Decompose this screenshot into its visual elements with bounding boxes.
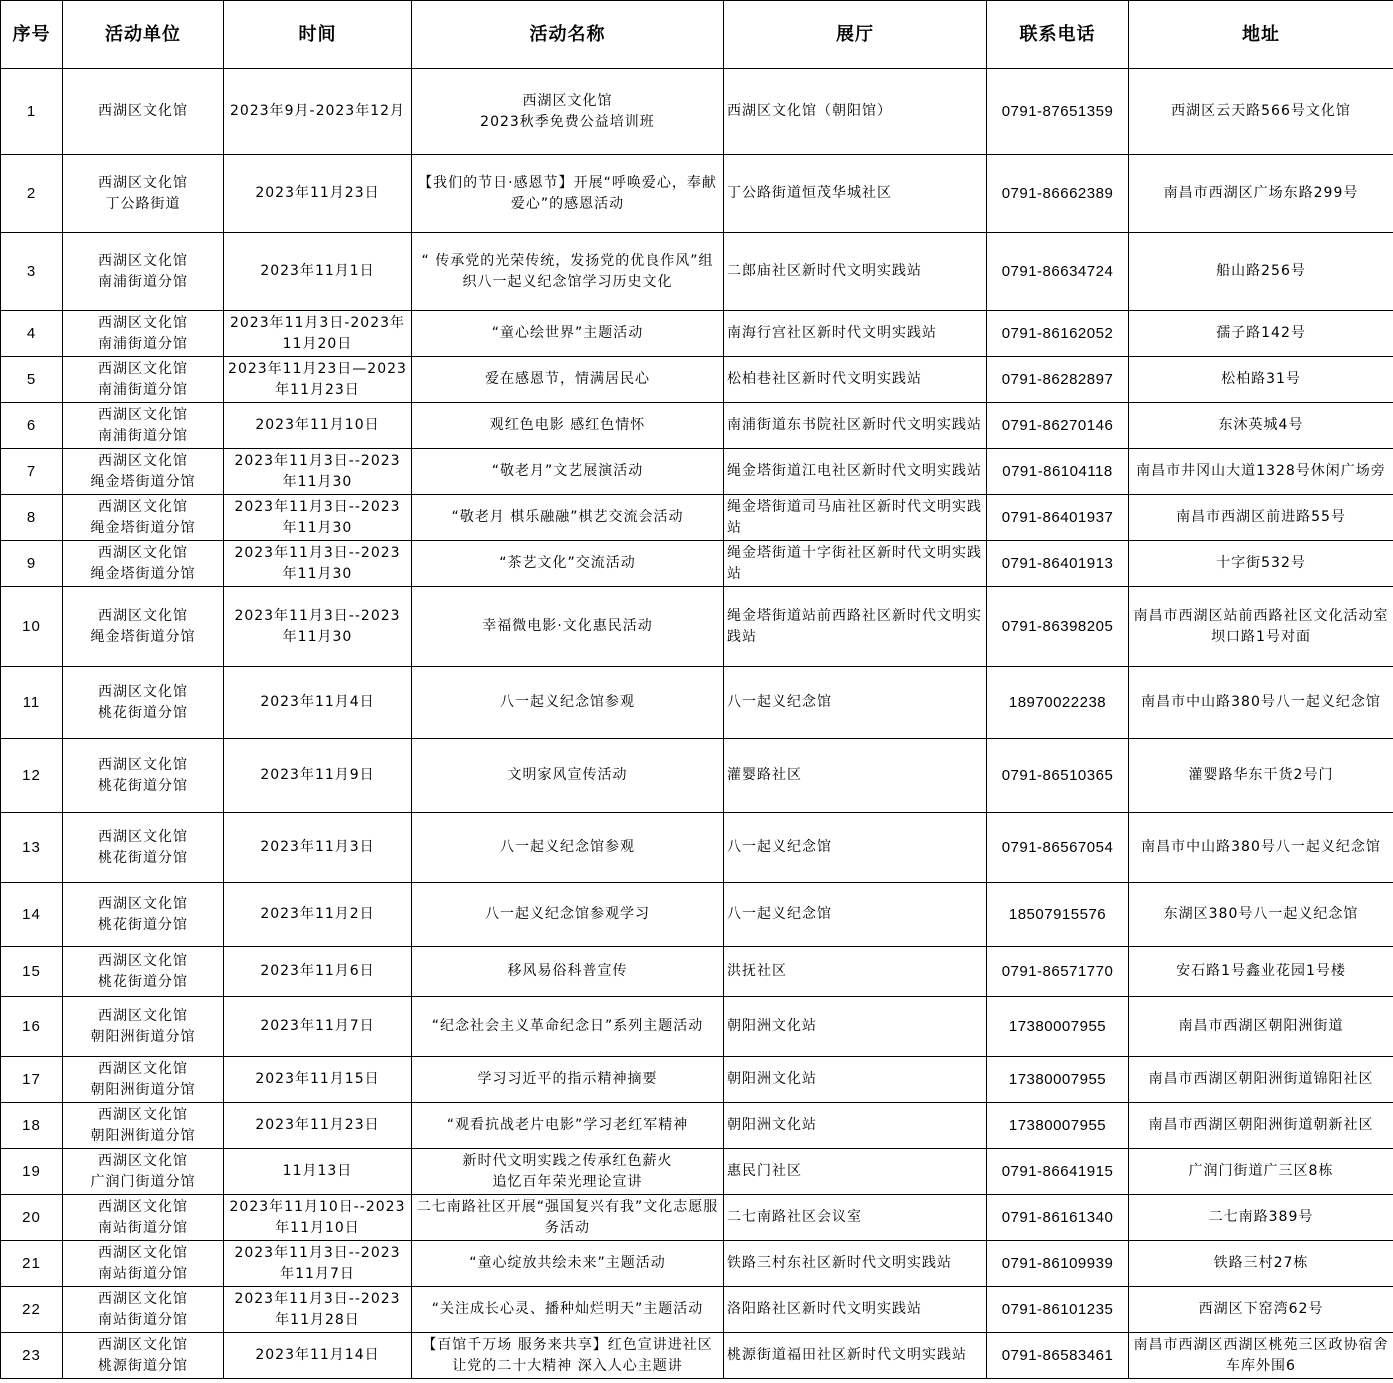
activity-name-cell: 八一起义纪念馆参观 [412, 667, 724, 739]
phone-cell: 0791-86162052 [987, 311, 1129, 357]
address-cell: 南昌市中山路380号八一起义纪念馆 [1129, 813, 1393, 883]
activity-name-cell: 西湖区文化馆 2023秋季免费公益培训班 [412, 69, 724, 155]
unit-cell: 西湖区文化馆 广润门街道分馆 [63, 1149, 224, 1195]
seq-cell: 7 [1, 449, 63, 495]
unit-cell: 西湖区文化馆 桃源街道分馆 [63, 1333, 224, 1379]
seq-cell: 20 [1, 1195, 63, 1241]
seq-cell: 18 [1, 1103, 63, 1149]
seq-cell: 3 [1, 233, 63, 311]
phone-cell: 0791-86401913 [987, 541, 1129, 587]
table-row [1, 947, 1393, 997]
time-cell: 11月13日 [224, 1149, 412, 1195]
time-cell: 2023年11月4日 [224, 667, 412, 739]
header-activity-name: 活动名称 [412, 1, 724, 69]
seq-cell: 16 [1, 997, 63, 1057]
unit-cell: 西湖区文化馆 桃花街道分馆 [63, 667, 224, 739]
address-cell: 南昌市井冈山大道1328号休闲广场旁 [1129, 449, 1393, 495]
table-row [1, 311, 1393, 357]
table-row [1, 1241, 1393, 1287]
unit-cell: 西湖区文化馆 桃花街道分馆 [63, 739, 224, 813]
time-cell: 2023年11月3日--2023年11月28日 [224, 1287, 412, 1333]
hall-cell: 南浦街道东书院社区新时代文明实践站 [724, 403, 987, 449]
seq-cell: 11 [1, 667, 63, 739]
unit-cell: 西湖区文化馆 绳金塔街道分馆 [63, 495, 224, 541]
table-row [1, 449, 1393, 495]
seq-cell: 17 [1, 1057, 63, 1103]
hall-cell: 二郎庙社区新时代文明实践站 [724, 233, 987, 311]
activity-name-cell: 爱在感恩节，情满居民心 [412, 357, 724, 403]
hall-cell: 绳金塔街道司马庙社区新时代文明实践站 [724, 495, 987, 541]
hall-cell: 八一起义纪念馆 [724, 813, 987, 883]
unit-cell: 西湖区文化馆 南浦街道分馆 [63, 233, 224, 311]
unit-cell: 西湖区文化馆 桃花街道分馆 [63, 947, 224, 997]
time-cell: 2023年11月3日-2023年11月20日 [224, 311, 412, 357]
table-row [1, 1103, 1393, 1149]
header-unit: 活动单位 [63, 1, 224, 69]
address-cell: 南昌市西湖区朝阳洲街道 [1129, 997, 1393, 1057]
seq-cell: 14 [1, 883, 63, 947]
time-cell: 2023年11月23日 [224, 155, 412, 233]
header-row [1, 1, 1393, 69]
phone-cell: 0791-86161340 [987, 1195, 1129, 1241]
table-row [1, 997, 1393, 1057]
hall-cell: 南海行宫社区新时代文明实践站 [724, 311, 987, 357]
header-hall: 展厅 [724, 1, 987, 69]
time-cell: 2023年11月15日 [224, 1057, 412, 1103]
unit-cell: 西湖区文化馆 朝阳洲街道分馆 [63, 1103, 224, 1149]
hall-cell: 朝阳洲文化站 [724, 1057, 987, 1103]
activity-name-cell: “童心绽放共绘未来”主题活动 [412, 1241, 724, 1287]
activity-name-cell: 观红色电影 感红色情怀 [412, 403, 724, 449]
time-cell: 2023年11月23日 [224, 1103, 412, 1149]
seq-cell: 8 [1, 495, 63, 541]
table-row [1, 541, 1393, 587]
time-cell: 2023年11月3日 [224, 813, 412, 883]
seq-cell: 2 [1, 155, 63, 233]
unit-cell: 西湖区文化馆 南站街道分馆 [63, 1287, 224, 1333]
activity-name-cell: “茶艺文化”交流活动 [412, 541, 724, 587]
unit-cell: 西湖区文化馆 南站街道分馆 [63, 1195, 224, 1241]
address-cell: 南昌市西湖区西湖区桃苑三区政协宿舍车库外围6 [1129, 1333, 1393, 1379]
time-cell: 2023年11月3日--2023年11月30 [224, 541, 412, 587]
phone-cell: 0791-86510365 [987, 739, 1129, 813]
phone-cell: 0791-86583461 [987, 1333, 1129, 1379]
address-cell: 十字街532号 [1129, 541, 1393, 587]
address-cell: 南昌市西湖区广场东路299号 [1129, 155, 1393, 233]
activity-name-cell: “敬老月 棋乐融融”棋艺交流会活动 [412, 495, 724, 541]
unit-cell: 西湖区文化馆 桃花街道分馆 [63, 813, 224, 883]
hall-cell: 灌婴路社区 [724, 739, 987, 813]
seq-cell: 6 [1, 403, 63, 449]
time-cell: 2023年11月3日--2023年11月30 [224, 587, 412, 667]
table-row [1, 403, 1393, 449]
phone-cell: 18970022238 [987, 667, 1129, 739]
hall-cell: 桃源街道福田社区新时代文明实践站 [724, 1333, 987, 1379]
table-row [1, 883, 1393, 947]
time-cell: 2023年11月23日—2023年11月23日 [224, 357, 412, 403]
unit-cell: 西湖区文化馆 朝阳洲街道分馆 [63, 997, 224, 1057]
hall-cell: 洪抚社区 [724, 947, 987, 997]
hall-cell: 八一起义纪念馆 [724, 667, 987, 739]
address-cell: 南昌市西湖区站前西路社区文化活动室坝口路1号对面 [1129, 587, 1393, 667]
seq-cell: 23 [1, 1333, 63, 1379]
address-cell: 南昌市西湖区朝阳洲街道朝新社区 [1129, 1103, 1393, 1149]
phone-cell: 0791-86109939 [987, 1241, 1129, 1287]
activity-name-cell: 二七南路社区开展“强国复兴有我”文化志愿服务活动 [412, 1195, 724, 1241]
table-row [1, 739, 1393, 813]
unit-cell: 西湖区文化馆 [63, 69, 224, 155]
address-cell: 西湖区下窑湾62号 [1129, 1287, 1393, 1333]
hall-cell: 绳金塔街道江电社区新时代文明实践站 [724, 449, 987, 495]
table-row [1, 69, 1393, 155]
address-cell: 松柏路31号 [1129, 357, 1393, 403]
hall-cell: 惠民门社区 [724, 1149, 987, 1195]
time-cell: 2023年11月10日 [224, 403, 412, 449]
table-row [1, 813, 1393, 883]
address-cell: 南昌市西湖区朝阳洲街道锦阳社区 [1129, 1057, 1393, 1103]
header-phone: 联系电话 [987, 1, 1129, 69]
activity-name-cell: “关注成长心灵、播种灿烂明天”主题活动 [412, 1287, 724, 1333]
address-cell: 船山路256号 [1129, 233, 1393, 311]
hall-cell: 西湖区文化馆（朝阳馆） [724, 69, 987, 155]
address-cell: 孺子路142号 [1129, 311, 1393, 357]
header-time: 时间 [224, 1, 412, 69]
time-cell: 2023年11月7日 [224, 997, 412, 1057]
seq-cell: 22 [1, 1287, 63, 1333]
unit-cell: 西湖区文化馆 丁公路街道 [63, 155, 224, 233]
hall-cell: 二七南路社区会议室 [724, 1195, 987, 1241]
phone-cell: 0791-86662389 [987, 155, 1129, 233]
address-cell: 铁路三村27栋 [1129, 1241, 1393, 1287]
activity-name-cell: “纪念社会主义革命纪念日”系列主题活动 [412, 997, 724, 1057]
phone-cell: 0791-86567054 [987, 813, 1129, 883]
address-cell: 东湖区380号八一起义纪念馆 [1129, 883, 1393, 947]
activity-name-cell: 幸福微电影·文化惠民活动 [412, 587, 724, 667]
time-cell: 2023年11月3日--2023年11月7日 [224, 1241, 412, 1287]
phone-cell: 0791-86401937 [987, 495, 1129, 541]
time-cell: 2023年11月3日--2023年11月30 [224, 449, 412, 495]
unit-cell: 西湖区文化馆 绳金塔街道分馆 [63, 541, 224, 587]
seq-cell: 1 [1, 69, 63, 155]
hall-cell: 朝阳洲文化站 [724, 1103, 987, 1149]
seq-cell: 5 [1, 357, 63, 403]
time-cell: 2023年11月9日 [224, 739, 412, 813]
unit-cell: 西湖区文化馆 朝阳洲街道分馆 [63, 1057, 224, 1103]
time-cell: 2023年11月3日--2023年11月30 [224, 495, 412, 541]
time-cell: 2023年11月1日 [224, 233, 412, 311]
seq-cell: 4 [1, 311, 63, 357]
table-row [1, 155, 1393, 233]
activity-name-cell: 新时代文明实践之传承红色薪火 追忆百年荣光理论宣讲 [412, 1149, 724, 1195]
seq-cell: 13 [1, 813, 63, 883]
table-body [1, 69, 1393, 1379]
table-row [1, 667, 1393, 739]
phone-cell: 17380007955 [987, 1103, 1129, 1149]
table-row [1, 495, 1393, 541]
phone-cell: 0791-86104118 [987, 449, 1129, 495]
phone-cell: 0791-86634724 [987, 233, 1129, 311]
hall-cell: 松柏巷社区新时代文明实践站 [724, 357, 987, 403]
activity-name-cell: 学习习近平的指示精神摘要 [412, 1057, 724, 1103]
table-row [1, 1287, 1393, 1333]
phone-cell: 0791-86282897 [987, 357, 1129, 403]
activity-name-cell: 八一起义纪念馆参观 [412, 813, 724, 883]
table-row [1, 233, 1393, 311]
phone-cell: 0791-87651359 [987, 69, 1129, 155]
address-cell: 二七南路389号 [1129, 1195, 1393, 1241]
header-address: 地址 [1129, 1, 1393, 69]
seq-cell: 9 [1, 541, 63, 587]
address-cell: 安石路1号鑫业花园1号楼 [1129, 947, 1393, 997]
hall-cell: 洛阳路社区新时代文明实践站 [724, 1287, 987, 1333]
seq-cell: 12 [1, 739, 63, 813]
address-cell: 东沐英城4号 [1129, 403, 1393, 449]
time-cell: 2023年11月10日--2023年11月10日 [224, 1195, 412, 1241]
activity-name-cell: “童心绘世界”主题活动 [412, 311, 724, 357]
address-cell: 南昌市中山路380号八一起义纪念馆 [1129, 667, 1393, 739]
address-cell: 南昌市西湖区前进路55号 [1129, 495, 1393, 541]
seq-cell: 21 [1, 1241, 63, 1287]
unit-cell: 西湖区文化馆 南浦街道分馆 [63, 403, 224, 449]
phone-cell: 17380007955 [987, 997, 1129, 1057]
activity-name-cell: 八一起义纪念馆参观学习 [412, 883, 724, 947]
table-row [1, 1149, 1393, 1195]
activity-name-cell: “观看抗战老片电影”学习老红军精神 [412, 1103, 724, 1149]
time-cell: 2023年11月14日 [224, 1333, 412, 1379]
table-row [1, 1057, 1393, 1103]
phone-cell: 18507915576 [987, 883, 1129, 947]
unit-cell: 西湖区文化馆 绳金塔街道分馆 [63, 587, 224, 667]
hall-cell: 绳金塔街道十字街社区新时代文明实践站 [724, 541, 987, 587]
hall-cell: 朝阳洲文化站 [724, 997, 987, 1057]
hall-cell: 丁公路街道恒茂华城社区 [724, 155, 987, 233]
phone-cell: 17380007955 [987, 1057, 1129, 1103]
table-row [1, 357, 1393, 403]
activity-name-cell: 【百馆千万场 服务来共享】红色宣讲进社区 让党的二十大精神 深入人心主题讲 [412, 1333, 724, 1379]
table-row [1, 1333, 1393, 1379]
activity-name-cell: 【我们的节日·感恩节】开展“呼唤爱心，奉献爱心”的感恩活动 [412, 155, 724, 233]
phone-cell: 0791-86270146 [987, 403, 1129, 449]
phone-cell: 0791-86641915 [987, 1149, 1129, 1195]
header-seq: 序号 [1, 1, 63, 69]
hall-cell: 铁路三村东社区新时代文明实践站 [724, 1241, 987, 1287]
activity-name-cell: 文明家风宣传活动 [412, 739, 724, 813]
unit-cell: 西湖区文化馆 南浦街道分馆 [63, 357, 224, 403]
activity-name-cell: “ 传承党的光荣传统，发扬党的优良作风”组织八一起义纪念馆学习历史文化 [412, 233, 724, 311]
seq-cell: 19 [1, 1149, 63, 1195]
seq-cell: 10 [1, 587, 63, 667]
address-cell: 广润门街道广三区8栋 [1129, 1149, 1393, 1195]
table-row [1, 587, 1393, 667]
hall-cell: 绳金塔街道站前西路社区新时代文明实践站 [724, 587, 987, 667]
phone-cell: 0791-86101235 [987, 1287, 1129, 1333]
activity-name-cell: “敬老月”文艺展演活动 [412, 449, 724, 495]
phone-cell: 0791-86571770 [987, 947, 1129, 997]
unit-cell: 西湖区文化馆 南站街道分馆 [63, 1241, 224, 1287]
unit-cell: 西湖区文化馆 桃花街道分馆 [63, 883, 224, 947]
time-cell: 2023年11月6日 [224, 947, 412, 997]
hall-cell: 八一起义纪念馆 [724, 883, 987, 947]
time-cell: 2023年11月2日 [224, 883, 412, 947]
unit-cell: 西湖区文化馆 南浦街道分馆 [63, 311, 224, 357]
phone-cell: 0791-86398205 [987, 587, 1129, 667]
address-cell: 灌婴路华东干货2号门 [1129, 739, 1393, 813]
seq-cell: 15 [1, 947, 63, 997]
unit-cell: 西湖区文化馆 绳金塔街道分馆 [63, 449, 224, 495]
activity-name-cell: 移风易俗科普宣传 [412, 947, 724, 997]
time-cell: 2023年9月-2023年12月 [224, 69, 412, 155]
address-cell: 西湖区云天路566号文化馆 [1129, 69, 1393, 155]
table-row [1, 1195, 1393, 1241]
